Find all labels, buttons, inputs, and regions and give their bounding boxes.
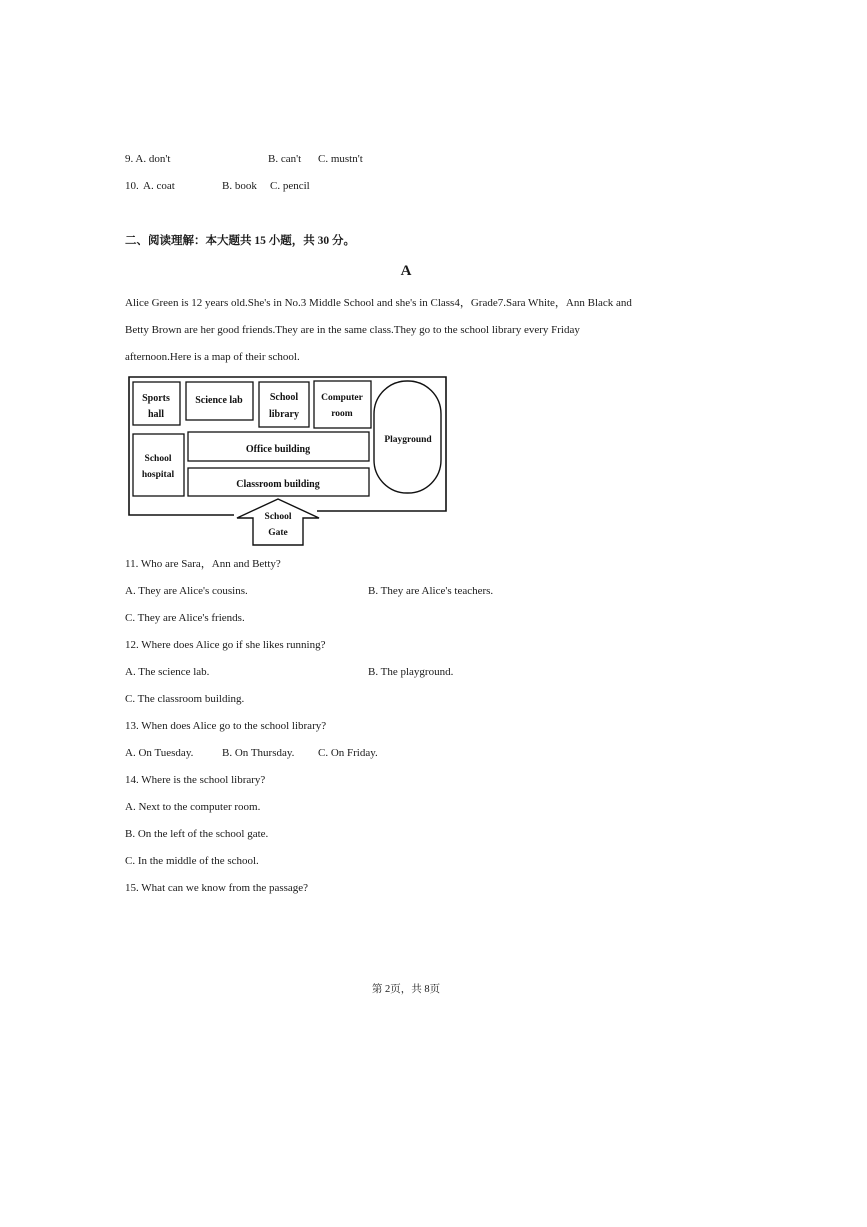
map-school-hospital-line1: School <box>144 454 172 464</box>
map-school-library-box <box>259 382 309 427</box>
q10-option-b: B. book <box>222 180 257 192</box>
section-heading: 二、阅读理解：本大题共 15 小题，共 30 分。 <box>125 235 355 247</box>
map-school-library-line2: library <box>269 409 299 420</box>
q13-option-c: C. On Friday. <box>318 747 378 759</box>
q11-stem: 11. Who are Sara，Ann and Betty? <box>125 558 281 570</box>
map-computer-room-line1: Computer <box>321 393 363 403</box>
map-school-gate-line2: Gate <box>268 528 288 538</box>
map-office-building-label: Office building <box>245 444 311 455</box>
q11-option-b: B. They are Alice's teachers. <box>368 585 494 597</box>
q14-option-c: C. In the middle of the school. <box>125 855 259 867</box>
q12-option-b: B. The playground. <box>368 666 454 678</box>
map-science-lab-label: Science lab <box>195 395 243 406</box>
q13-stem: 13. When does Alice go to the school library? <box>125 720 327 732</box>
map-school-gate-line1: School <box>264 512 292 522</box>
map-school-hospital-line2: hospital <box>141 470 175 480</box>
q12-option-c: C. The classroom building. <box>125 693 245 705</box>
map-classroom-building-label: Classroom building <box>236 479 320 490</box>
map-computer-room-line2: room <box>331 409 353 419</box>
map-computer-room-box <box>314 381 371 428</box>
passage-line-1: Alice Green is 12 years old.She's in No.3 Middle School and she's in Class4，Grade7.Sara White，Ann Black and <box>125 297 632 309</box>
q9-option-a: 9. A. don't <box>125 153 171 165</box>
q9-option-b: B. can't <box>268 153 302 165</box>
q13-option-a: A. On Tuesday. <box>125 747 194 759</box>
q14-stem: 14. Where is the school library? <box>125 774 266 786</box>
q10-number: 10. <box>125 180 139 192</box>
q14-option-a: A. Next to the computer room. <box>125 801 261 813</box>
passage-line-2: Betty Brown are her good friends.They are in the same class.They go to the school library every Friday <box>125 324 580 336</box>
passage-line-3: afternoon.Here is a map of their school. <box>125 351 300 363</box>
school-map <box>126 372 452 550</box>
q12-stem: 12. Where does Alice go if she likes running? <box>125 639 326 651</box>
q11-option-a: A. They are Alice's cousins. <box>125 585 248 597</box>
map-school-gate-arrow <box>237 499 319 545</box>
map-playground-label: Playground <box>384 435 432 445</box>
map-sports-hall-line2: hall <box>147 409 165 420</box>
page-footer: 第 2页，共 8页 <box>371 984 441 995</box>
map-school-library-line1: School <box>269 392 299 403</box>
passage-title: A <box>400 263 412 279</box>
q10-option-a: A. coat <box>143 180 175 192</box>
q9-option-c: C. mustn't <box>318 153 363 165</box>
q12-option-a: A. The science lab. <box>125 666 210 678</box>
q10-option-c: C. pencil <box>270 180 310 192</box>
q14-option-b: B. On the left of the school gate. <box>125 828 269 840</box>
q11-option-c: C. They are Alice's friends. <box>125 612 245 624</box>
q13-option-b: B. On Thursday. <box>222 747 295 759</box>
q15-stem: 15. What can we know from the passage? <box>125 882 309 894</box>
map-school-hospital-box <box>133 434 184 496</box>
map-sports-hall-line1: Sports <box>142 393 170 404</box>
